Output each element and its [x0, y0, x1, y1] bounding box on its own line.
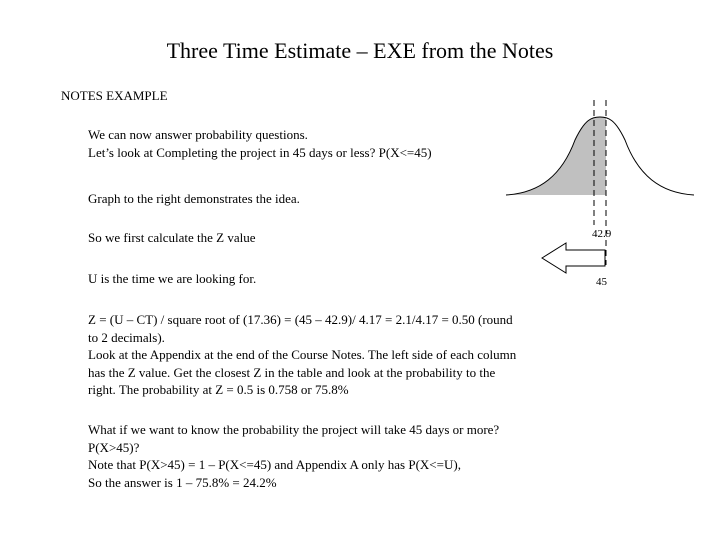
text-line: Graph to the right demonstrates the idea.: [88, 191, 300, 206]
text-line: We can now answer probability questions.: [88, 127, 308, 142]
text-line: right. The probability at Z = 0.5 is 0.758 or 75.8%: [88, 382, 349, 397]
target-label: 45: [596, 276, 607, 288]
z-value-paragraph: [88, 229, 256, 247]
section-label: NOTES EXAMPLE: [61, 88, 168, 103]
text-line: has the Z value. Get the closest Z in the table and look at the probability to the: [88, 364, 496, 380]
shaded-probability-area: [506, 117, 606, 195]
u-definition-paragraph: [88, 270, 256, 288]
text-line: to 2 decimals).: [88, 329, 165, 345]
text-line: Let’s look at Completing the project in 45 days or less? P(X<=45): [88, 144, 432, 160]
calculation-paragraph: [88, 311, 516, 399]
text-line: Z = (U – CT) / square root of (17.36) = (45 – 42.9)/ 4.17 = 2.1/4.17 = 0.50 (round: [88, 312, 513, 327]
slide-title: Three Time Estimate – EXE from the Notes: [166, 38, 554, 63]
mean-label: 42.9: [592, 228, 612, 240]
text-line: So we first calculate the Z value: [88, 230, 256, 245]
graph-note-paragraph: [88, 190, 300, 208]
text-line: P(X>45)?: [88, 439, 140, 455]
text-line: Look at the Appendix at the end of the Course Notes. The left side of each column: [88, 347, 517, 362]
text-line: Note that P(X>45) = 1 – P(X<=45) and Appendix A only has P(X<=U),: [88, 457, 461, 472]
left-arrow-icon: [542, 243, 605, 273]
text-line: So the answer is 1 – 75.8% = 24.2%: [88, 474, 277, 490]
complement-paragraph: [88, 421, 499, 491]
intro-paragraph: [88, 126, 432, 161]
text-line: U is the time we are looking for.: [88, 271, 257, 286]
normal-curve-diagram: [470, 95, 700, 295]
text-line: What if we want to know the probability the project will take 45 days or more?: [88, 422, 500, 437]
